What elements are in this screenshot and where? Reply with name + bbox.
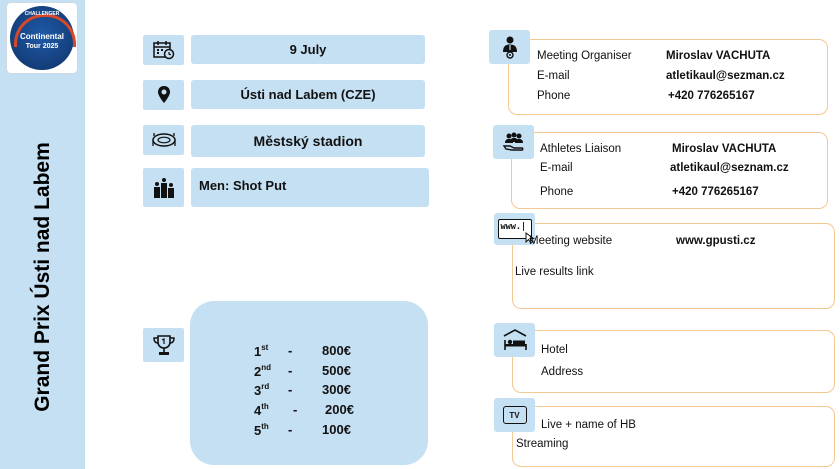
page-title: Grand Prix Ústi nad Labem — [31, 142, 54, 412]
hotel-address-label: Address — [541, 366, 584, 378]
prize-amount-5: 100€ — [322, 422, 351, 437]
event-location: Ústi nad Labem (CZE) — [191, 80, 425, 109]
podium-icon — [143, 168, 184, 207]
organiser-phone: +420 776265167 — [668, 90, 755, 102]
streaming-label: Streaming — [516, 438, 569, 450]
website-url[interactable]: www.gpusti.cz — [676, 235, 756, 247]
prize-amount-1: 800€ — [322, 343, 351, 358]
logo-line2: Tour — [25, 43, 41, 50]
organiser-email[interactable]: atletikaul@sezman.cz — [666, 70, 785, 82]
prize-amount-3: 300€ — [322, 382, 351, 397]
tv-label: Live + name of HB — [541, 419, 636, 431]
logo-year: 2025 — [42, 43, 59, 50]
live-results-label[interactable]: Live results link — [515, 266, 594, 278]
event-stadium: Městský stadion — [191, 125, 425, 157]
website-label: Meeting website — [529, 235, 613, 247]
prize-dash-5: - — [288, 422, 293, 437]
trophy-icon — [143, 328, 184, 362]
prize-place-4: 4th — [254, 402, 269, 418]
liaison-role-label: Athletes Liaison — [540, 143, 622, 155]
liaison-phone-label: Phone — [540, 186, 574, 198]
prize-dash-4: - — [293, 402, 298, 417]
hotel-label: Hotel — [541, 344, 568, 356]
prize-dash-2: - — [288, 363, 293, 378]
prize-money-panel — [190, 301, 428, 465]
prize-dash-3: - — [288, 382, 293, 397]
sidebar — [0, 0, 85, 469]
logo-emblem — [10, 6, 74, 70]
prize-place-2: 2nd — [254, 363, 272, 379]
website-icon-text: www.| — [500, 222, 527, 232]
athletes-group-icon — [493, 125, 534, 159]
liaison-email[interactable]: atletikaul@seznam.cz — [670, 162, 789, 174]
prize-place-3: 3rd — [254, 382, 270, 398]
prize-place-5: 5th — [254, 422, 269, 438]
logo-top-text: CHALLENGER — [24, 11, 60, 17]
tv-icon — [494, 398, 535, 432]
organiser-name: Miroslav VACHUTA — [666, 50, 771, 62]
hotel-card — [512, 330, 835, 393]
liaison-phone: +420 776265167 — [672, 186, 759, 198]
organiser-role-label: Meeting Organiser — [537, 50, 632, 62]
prize-dash-1: - — [288, 343, 293, 358]
organiser-phone-label: Phone — [537, 90, 571, 102]
location-pin-icon — [143, 80, 184, 110]
liaison-name: Miroslav VACHUTA — [672, 143, 777, 155]
tv-icon-text: TV — [509, 410, 520, 420]
prize-place-1: 1st — [254, 343, 269, 359]
event-date: 9 July — [191, 35, 425, 64]
hotel-bed-icon — [494, 323, 535, 357]
liaison-email-label: E-mail — [540, 162, 573, 174]
prize-amount-4: 200€ — [325, 402, 354, 417]
logo-line1: Continental — [20, 32, 64, 41]
calendar-icon — [143, 35, 184, 65]
event-disciplines: Men: Shot Put — [191, 168, 429, 207]
stadium-icon — [143, 125, 184, 155]
organiser-email-label: E-mail — [537, 70, 570, 82]
organiser-person-icon — [489, 30, 530, 64]
prize-amount-2: 500€ — [322, 363, 351, 378]
tv-card — [512, 406, 835, 467]
continental-tour-logo — [7, 3, 77, 73]
